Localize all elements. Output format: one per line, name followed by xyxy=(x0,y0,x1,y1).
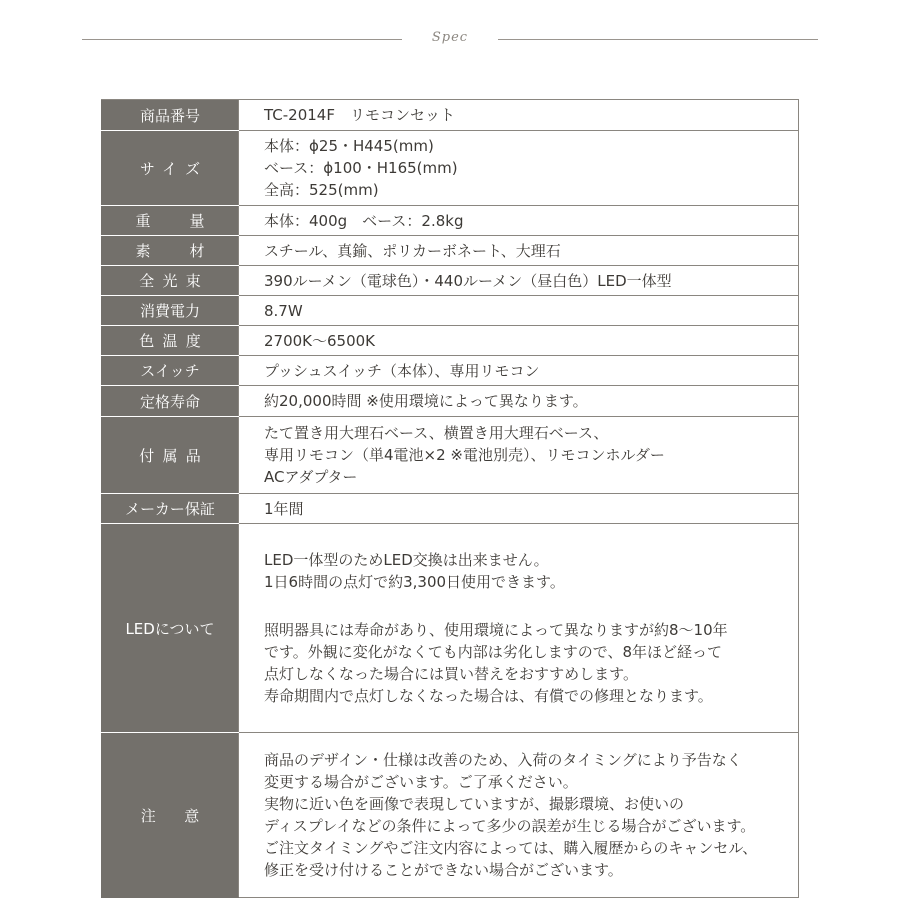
spec-value: たて置き用大理石ベース、横置き用大理石ベース、 専用リモコン（単4電池×2 ※電池別売）、リモコンホルダー ACアダプター xyxy=(239,417,799,494)
spec-label xyxy=(102,356,239,386)
spec-row-accessories xyxy=(102,417,799,494)
spec-value: 2700K〜6500K xyxy=(239,326,799,356)
spec-label xyxy=(102,100,239,131)
spec-value: 8.7W xyxy=(239,296,799,326)
header-divider-right xyxy=(498,39,818,40)
spec-value: 1年間 xyxy=(239,494,799,524)
spec-row-about-led xyxy=(102,524,799,733)
spec-value: TC-2014F リモコンセット xyxy=(239,100,799,131)
spec-label xyxy=(102,296,239,326)
spec-label-text: 定格寿命 xyxy=(139,392,200,411)
spec-label xyxy=(102,733,239,898)
spec-label xyxy=(102,206,244,236)
spec-row-color-temperature xyxy=(102,326,799,356)
spec-row-product-number xyxy=(102,100,799,131)
spec-label-text: 消費電力 xyxy=(139,302,200,320)
spec-row-power-consumption xyxy=(102,296,799,326)
spec-label-text: 全光束 xyxy=(139,272,209,290)
spec-row-rated-life xyxy=(102,386,799,417)
spec-row-luminous-flux xyxy=(102,266,799,296)
spec-label-text: サイズ xyxy=(139,159,209,178)
spec-label xyxy=(102,386,239,417)
spec-value: 約20,000時間 ※使用環境によって異なります。 xyxy=(239,386,799,417)
spec-table xyxy=(101,99,799,898)
spec-label xyxy=(102,266,239,296)
spec-label xyxy=(102,131,239,206)
spec-label-text: 商品番号 xyxy=(139,106,200,125)
spec-label-text: 注意 xyxy=(140,806,228,825)
header-title: Spec xyxy=(431,30,469,45)
spec-value: スチール、真鍮、ポリカーボネート、大理石 xyxy=(239,236,799,266)
spec-value: 商品のデザイン・仕様は改善のため、入荷のタイミングにより予告なく 変更する場合がございます。ご了承ください。 実物に近い色を画像で表現していますが、撮影環境、お使いの ディスプレイなどの条件によって多少の誤差が生じる場合がございます。 ご注文タイミングやご注文内容によっては、購入履歴からのキャンセル、 修正を受け付けることができない場合がございます。 xyxy=(239,733,799,898)
spec-value: 390ルーメン（電球色）・440ルーメン（昼白色）LED一体型 xyxy=(239,266,799,296)
spec-label-text: 色温度 xyxy=(139,332,209,350)
spec-label-text: メーカー保証 xyxy=(125,500,215,518)
spec-row-weight xyxy=(102,206,799,236)
spec-label-text: 重量 xyxy=(135,212,244,230)
spec-label xyxy=(102,326,239,356)
spec-label-text: スイッチ xyxy=(140,362,200,380)
spec-value: プッシュスイッチ（本体）、専用リモコン xyxy=(239,356,799,386)
spec-label xyxy=(102,417,239,494)
spec-value: 本体：ϕ25・H445(mm) ベース：ϕ100・H165(mm) 全高：525(mm) xyxy=(239,131,799,206)
led-note-paragraph-1: LED一体型のためLED交換は出来ません。 1日6時間の点灯で約3,300日使用できます。 xyxy=(264,551,565,591)
spec-row-switch xyxy=(102,356,799,386)
spec-row-warranty xyxy=(102,494,799,524)
spec-row-material xyxy=(102,236,799,266)
spec-label xyxy=(102,494,239,524)
spec-label-text: LEDについて xyxy=(125,619,215,638)
spec-row-size xyxy=(102,131,799,206)
spec-row-notice xyxy=(102,733,799,898)
led-note-paragraph-2: 照明器具には寿命があり、使用環境によって異なりますが約8〜10年 です。外観に変化がなくても内部は劣化しますので、8年ほど経って 点灯しなくなった場合には買い替えをおすすめします。 寿命期間内で点灯しなくなった場合は、有償での修理となります。 xyxy=(264,621,728,705)
spec-value: 本体：400g ベース：2.8kg xyxy=(239,206,799,236)
spec-label xyxy=(102,524,239,733)
spec-label xyxy=(102,236,244,266)
spec-label-text: 素材 xyxy=(135,242,244,260)
header-divider-left xyxy=(82,39,402,40)
spec-header xyxy=(82,28,818,52)
spec-value xyxy=(239,524,799,733)
spec-label-text: 付属品 xyxy=(139,446,209,465)
